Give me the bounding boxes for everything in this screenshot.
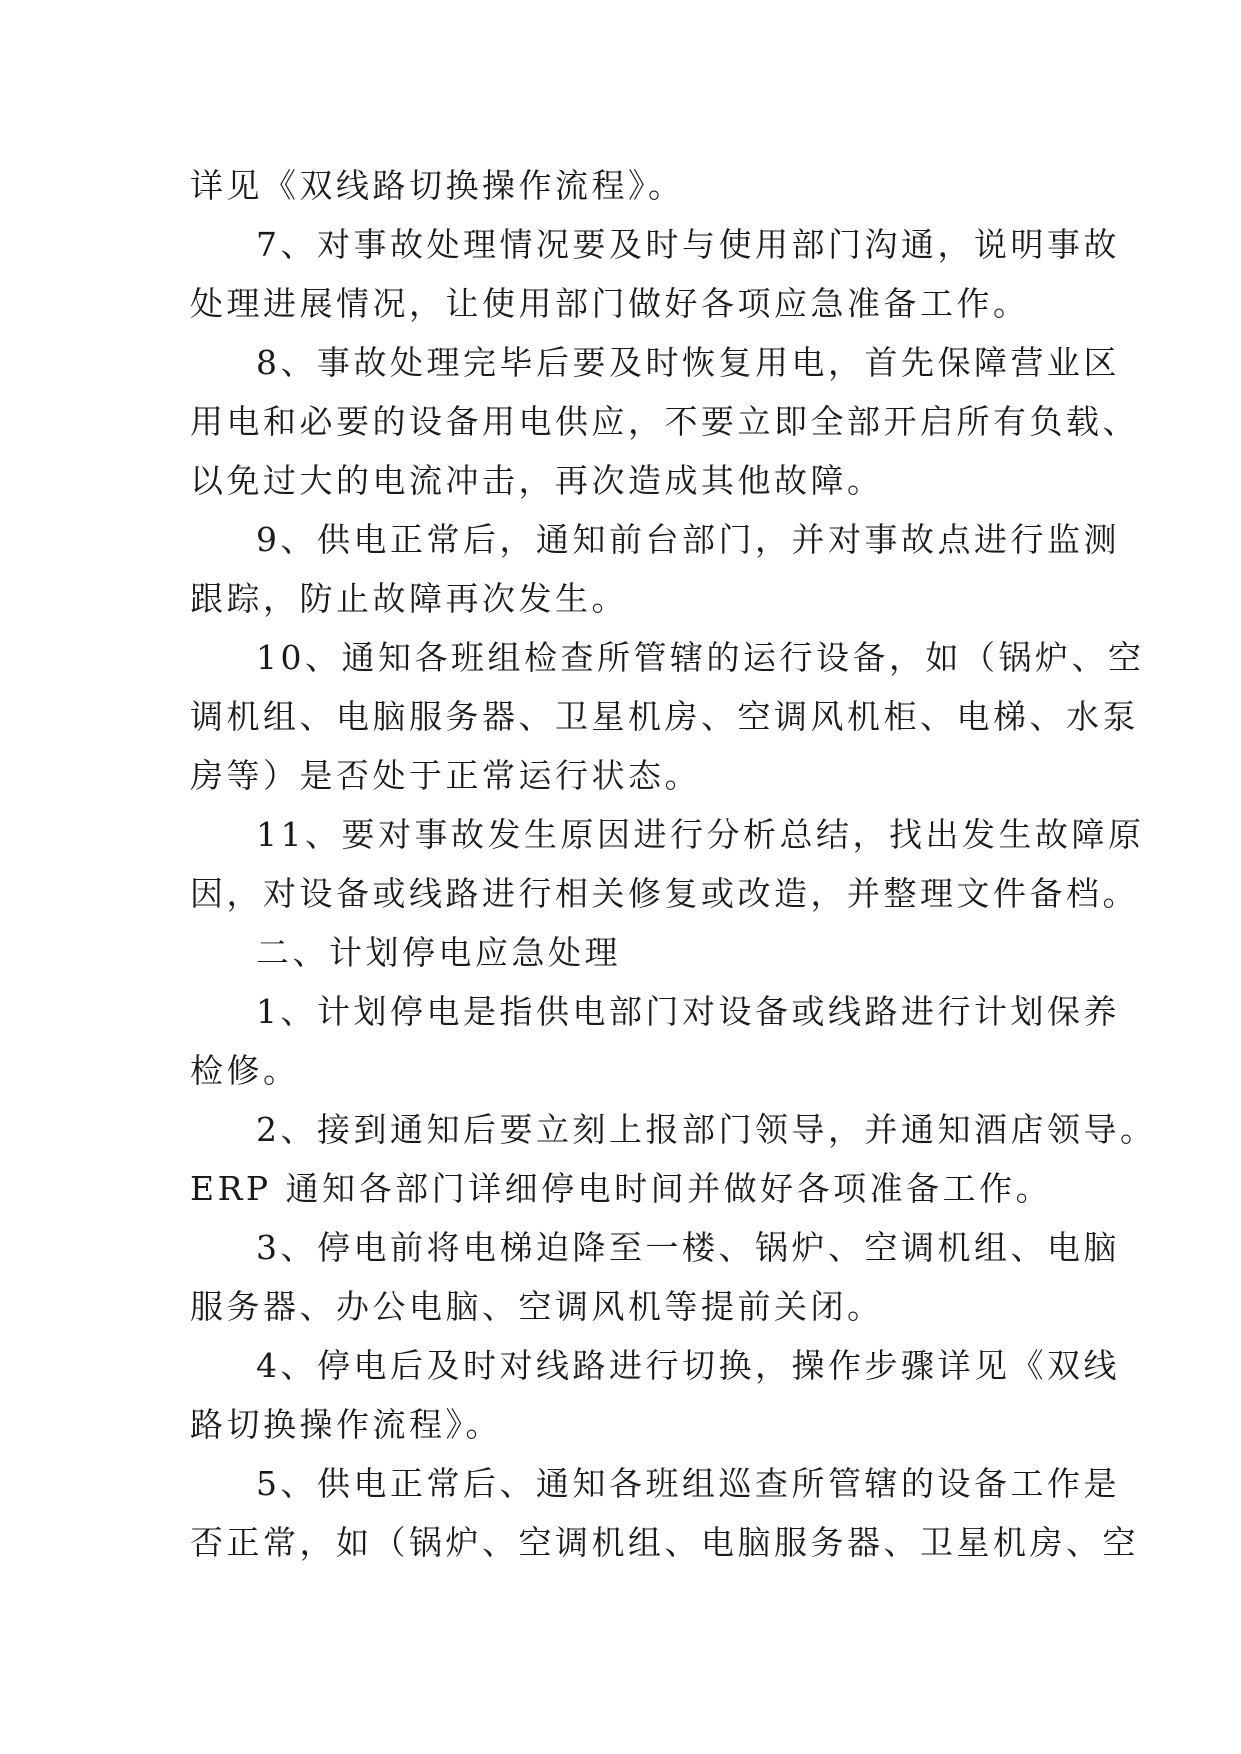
- text-line: 10、通知各班组检查所管辖的运行设备，如（锅炉、空: [256, 638, 1145, 677]
- text-line: 房等）是否处于正常运行状态。: [190, 756, 701, 795]
- text-line: 调机组、电脑服务器、卫星机房、空调风机柜、电梯、水泵: [190, 697, 1139, 736]
- text-line: 3、停电前将电梯迫降至一楼、锅炉、空调机组、电脑: [256, 1228, 1120, 1267]
- text-line: 11、要对事故发生原因进行分析总结，找出发生故障原: [256, 815, 1145, 854]
- text-line: 处理进展情况，让使用部门做好各项应急准备工作。: [190, 284, 1030, 323]
- text-line: ERP 通知各部门详细停电时间并做好各项准备工作。: [190, 1169, 1053, 1208]
- section-heading: 二、计划停电应急处理: [256, 933, 621, 972]
- text-line: 用电和必要的设备用电供应，不要立即全部开启所有负载、: [190, 402, 1139, 441]
- text-line: 因，对设备或线路进行相关修复或改造，并整理文件备档。: [190, 874, 1139, 913]
- document-body: [190, 156, 1157, 1572]
- text-line: 以免过大的电流冲击，再次造成其他故障。: [190, 461, 884, 500]
- text-line: 详见《双线路切换操作流程》。: [190, 166, 685, 205]
- text-line: 9、供电正常后，通知前台部门，并对事故点进行监测: [256, 520, 1120, 559]
- text-line: 2、接到通知后要立刻上报部门领导，并通知酒店领导。: [256, 1110, 1157, 1149]
- text-line: 服务器、办公电脑、空调风机等提前关闭。: [190, 1287, 884, 1326]
- text-line: 5、供电正常后、通知各班组巡查所管辖的设备工作是: [256, 1464, 1120, 1503]
- text-line: 路切换操作流程》。: [190, 1405, 502, 1444]
- text-line: 否正常，如（锅炉、空调机组、电脑服务器、卫星机房、空: [190, 1523, 1139, 1562]
- text-line: 跟踪，防止故障再次发生。: [190, 579, 628, 618]
- text-line: 1、计划停电是指供电部门对设备或线路进行计划保养: [256, 992, 1120, 1031]
- text-line: 4、停电后及时对线路进行切换，操作步骤详见《双线: [256, 1346, 1120, 1385]
- text-line: 7、对事故处理情况要及时与使用部门沟通，说明事故: [256, 225, 1120, 264]
- text-line: 8、事故处理完毕后要及时恢复用电，首先保障营业区: [256, 343, 1120, 382]
- text-line: 检修。: [190, 1051, 300, 1090]
